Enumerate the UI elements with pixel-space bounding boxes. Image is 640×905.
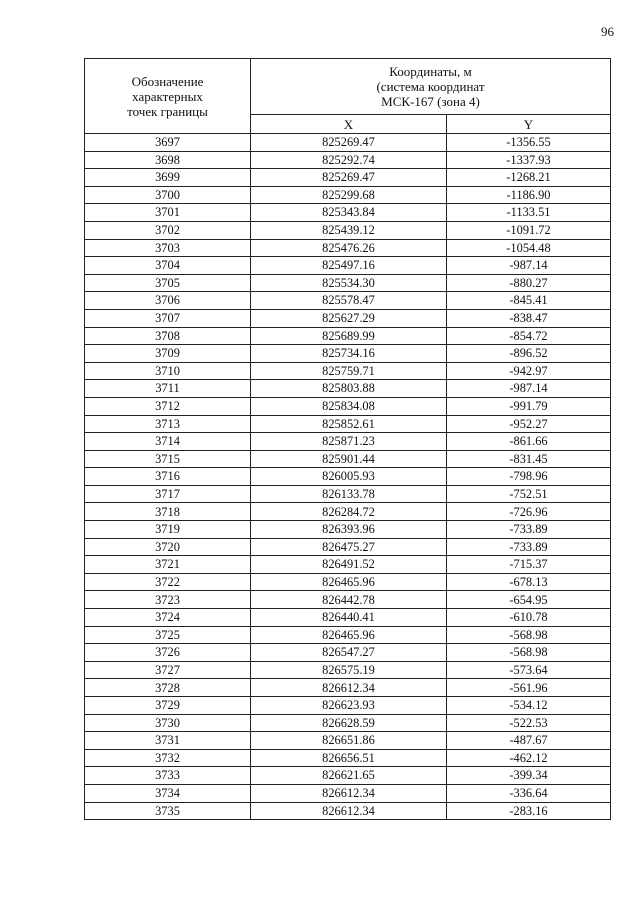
point-id-cell: 3715 [85, 450, 251, 468]
x-coordinate-cell: 826628.59 [251, 714, 447, 732]
y-coordinate-cell: -462.12 [447, 749, 611, 767]
table-row [85, 767, 611, 785]
table-row [85, 204, 611, 222]
y-coordinate-cell: -861.66 [447, 433, 611, 451]
y-coordinate-cell: -654.95 [447, 591, 611, 609]
y-coordinate-cell: -283.16 [447, 802, 611, 820]
y-coordinate-cell: -733.89 [447, 538, 611, 556]
point-id-cell: 3734 [85, 784, 251, 802]
x-coordinate-cell: 825803.88 [251, 380, 447, 398]
table-row [85, 169, 611, 187]
point-id-cell: 3720 [85, 538, 251, 556]
header-y: Y [447, 115, 611, 134]
y-coordinate-cell: -1091.72 [447, 221, 611, 239]
x-coordinate-cell: 825439.12 [251, 221, 447, 239]
table-body [85, 134, 611, 820]
header-coordinates [251, 59, 611, 115]
y-coordinate-cell: -991.79 [447, 397, 611, 415]
x-coordinate-cell: 826651.86 [251, 732, 447, 750]
y-coordinate-cell: -678.13 [447, 573, 611, 591]
point-id-cell: 3710 [85, 362, 251, 380]
y-coordinate-cell: -336.64 [447, 784, 611, 802]
y-coordinate-cell: -610.78 [447, 609, 611, 627]
x-coordinate-cell: 825689.99 [251, 327, 447, 345]
table-row [85, 450, 611, 468]
table-header [85, 59, 611, 134]
x-coordinate-cell: 826284.72 [251, 503, 447, 521]
x-coordinate-cell: 825734.16 [251, 345, 447, 363]
point-id-cell: 3731 [85, 732, 251, 750]
table-row [85, 784, 611, 802]
table-row [85, 186, 611, 204]
table-row [85, 327, 611, 345]
point-id-cell: 3723 [85, 591, 251, 609]
point-id-cell: 3704 [85, 257, 251, 275]
y-coordinate-cell: -942.97 [447, 362, 611, 380]
table-row [85, 556, 611, 574]
table-row [85, 292, 611, 310]
y-coordinate-cell: -987.14 [447, 380, 611, 398]
header-x: X [251, 115, 447, 134]
y-coordinate-cell: -399.34 [447, 767, 611, 785]
point-id-cell: 3709 [85, 345, 251, 363]
y-coordinate-cell: -726.96 [447, 503, 611, 521]
point-id-cell: 3701 [85, 204, 251, 222]
y-coordinate-cell: -561.96 [447, 679, 611, 697]
x-coordinate-cell: 825627.29 [251, 309, 447, 327]
x-coordinate-cell: 826442.78 [251, 591, 447, 609]
header-coords-line: Координаты, м [389, 64, 472, 79]
table-row [85, 591, 611, 609]
x-coordinate-cell: 825292.74 [251, 151, 447, 169]
point-id-cell: 3697 [85, 134, 251, 152]
point-id-cell: 3733 [85, 767, 251, 785]
header-coords-line: (система координат [376, 79, 485, 94]
table-row [85, 732, 611, 750]
point-id-cell: 3721 [85, 556, 251, 574]
table-row [85, 309, 611, 327]
point-id-cell: 3698 [85, 151, 251, 169]
y-coordinate-cell: -1356.55 [447, 134, 611, 152]
table-row [85, 679, 611, 697]
table-row [85, 538, 611, 556]
x-coordinate-cell: 826547.27 [251, 644, 447, 662]
x-coordinate-cell: 826623.93 [251, 697, 447, 715]
y-coordinate-cell: -522.53 [447, 714, 611, 732]
y-coordinate-cell: -1133.51 [447, 204, 611, 222]
table-row [85, 433, 611, 451]
point-id-cell: 3728 [85, 679, 251, 697]
table-row [85, 749, 611, 767]
point-id-cell: 3732 [85, 749, 251, 767]
point-id-cell: 3729 [85, 697, 251, 715]
header-coords-line: МСК-167 (зона 4) [381, 94, 480, 109]
point-id-cell: 3712 [85, 397, 251, 415]
x-coordinate-cell: 826005.93 [251, 468, 447, 486]
y-coordinate-cell: -838.47 [447, 309, 611, 327]
header-boundary-points [85, 59, 251, 134]
page-number: 96 [601, 24, 614, 39]
point-id-cell: 3725 [85, 626, 251, 644]
x-coordinate-cell: 825269.47 [251, 134, 447, 152]
x-coordinate-cell: 825759.71 [251, 362, 447, 380]
x-coordinate-cell: 826491.52 [251, 556, 447, 574]
point-id-cell: 3706 [85, 292, 251, 310]
y-coordinate-cell: -573.64 [447, 661, 611, 679]
x-coordinate-cell: 826475.27 [251, 538, 447, 556]
table-row [85, 415, 611, 433]
y-coordinate-cell: -733.89 [447, 521, 611, 539]
x-coordinate-cell: 826133.78 [251, 485, 447, 503]
table-row [85, 802, 611, 820]
x-coordinate-cell: 826612.34 [251, 784, 447, 802]
table-row [85, 626, 611, 644]
y-coordinate-cell: -1054.48 [447, 239, 611, 257]
point-id-cell: 3717 [85, 485, 251, 503]
table-row [85, 485, 611, 503]
y-coordinate-cell: -896.52 [447, 345, 611, 363]
table-row [85, 697, 611, 715]
table-row [85, 503, 611, 521]
point-id-cell: 3714 [85, 433, 251, 451]
y-coordinate-cell: -880.27 [447, 274, 611, 292]
point-id-cell: 3711 [85, 380, 251, 398]
point-id-cell: 3716 [85, 468, 251, 486]
x-coordinate-cell: 825534.30 [251, 274, 447, 292]
header-label-line: точек границы [127, 103, 208, 119]
point-id-cell: 3702 [85, 221, 251, 239]
table-row [85, 521, 611, 539]
point-id-cell: 3718 [85, 503, 251, 521]
table-row [85, 644, 611, 662]
x-coordinate-cell: 826465.96 [251, 573, 447, 591]
y-coordinate-cell: -715.37 [447, 556, 611, 574]
y-coordinate-cell: -1337.93 [447, 151, 611, 169]
y-coordinate-cell: -831.45 [447, 450, 611, 468]
table-row [85, 609, 611, 627]
y-coordinate-cell: -952.27 [447, 415, 611, 433]
y-coordinate-cell: -845.41 [447, 292, 611, 310]
x-coordinate-cell: 825299.68 [251, 186, 447, 204]
point-id-cell: 3727 [85, 661, 251, 679]
point-id-cell: 3705 [85, 274, 251, 292]
x-coordinate-cell: 826575.19 [251, 661, 447, 679]
y-coordinate-cell: -1268.21 [447, 169, 611, 187]
table-row [85, 661, 611, 679]
x-coordinate-cell: 825871.23 [251, 433, 447, 451]
y-coordinate-cell: -568.98 [447, 644, 611, 662]
y-coordinate-cell: -1186.90 [447, 186, 611, 204]
point-id-cell: 3713 [85, 415, 251, 433]
x-coordinate-cell: 826612.34 [251, 679, 447, 697]
point-id-cell: 3724 [85, 609, 251, 627]
table-row [85, 380, 611, 398]
x-coordinate-cell: 826440.41 [251, 609, 447, 627]
table-row [85, 257, 611, 275]
point-id-cell: 3730 [85, 714, 251, 732]
x-coordinate-cell: 825497.16 [251, 257, 447, 275]
table-row [85, 151, 611, 169]
y-coordinate-cell: -798.96 [447, 468, 611, 486]
x-coordinate-cell: 826621.65 [251, 767, 447, 785]
point-id-cell: 3707 [85, 309, 251, 327]
y-coordinate-cell: -752.51 [447, 485, 611, 503]
table-row [85, 397, 611, 415]
y-coordinate-cell: -987.14 [447, 257, 611, 275]
table-row [85, 345, 611, 363]
table-row [85, 714, 611, 732]
x-coordinate-cell: 825834.08 [251, 397, 447, 415]
x-coordinate-cell: 825343.84 [251, 204, 447, 222]
table-row [85, 221, 611, 239]
x-coordinate-cell: 826393.96 [251, 521, 447, 539]
point-id-cell: 3699 [85, 169, 251, 187]
table-row [85, 573, 611, 591]
y-coordinate-cell: -534.12 [447, 697, 611, 715]
header-label-line: характерных [132, 88, 203, 104]
point-id-cell: 3708 [85, 327, 251, 345]
point-id-cell: 3726 [85, 644, 251, 662]
x-coordinate-cell: 825852.61 [251, 415, 447, 433]
point-id-cell: 3703 [85, 239, 251, 257]
y-coordinate-cell: -854.72 [447, 327, 611, 345]
x-coordinate-cell: 826656.51 [251, 749, 447, 767]
coordinates-table [84, 58, 611, 820]
x-coordinate-cell: 825578.47 [251, 292, 447, 310]
x-coordinate-cell: 825476.26 [251, 239, 447, 257]
table-row [85, 239, 611, 257]
x-coordinate-cell: 825269.47 [251, 169, 447, 187]
point-id-cell: 3722 [85, 573, 251, 591]
table-row [85, 274, 611, 292]
point-id-cell: 3700 [85, 186, 251, 204]
y-coordinate-cell: -568.98 [447, 626, 611, 644]
x-coordinate-cell: 825901.44 [251, 450, 447, 468]
header-label-line: Обозначение [131, 73, 204, 89]
table-row [85, 362, 611, 380]
point-id-cell: 3719 [85, 521, 251, 539]
x-coordinate-cell: 826612.34 [251, 802, 447, 820]
y-coordinate-cell: -487.67 [447, 732, 611, 750]
table-row [85, 134, 611, 152]
x-coordinate-cell: 826465.96 [251, 626, 447, 644]
point-id-cell: 3735 [85, 802, 251, 820]
table-row [85, 468, 611, 486]
